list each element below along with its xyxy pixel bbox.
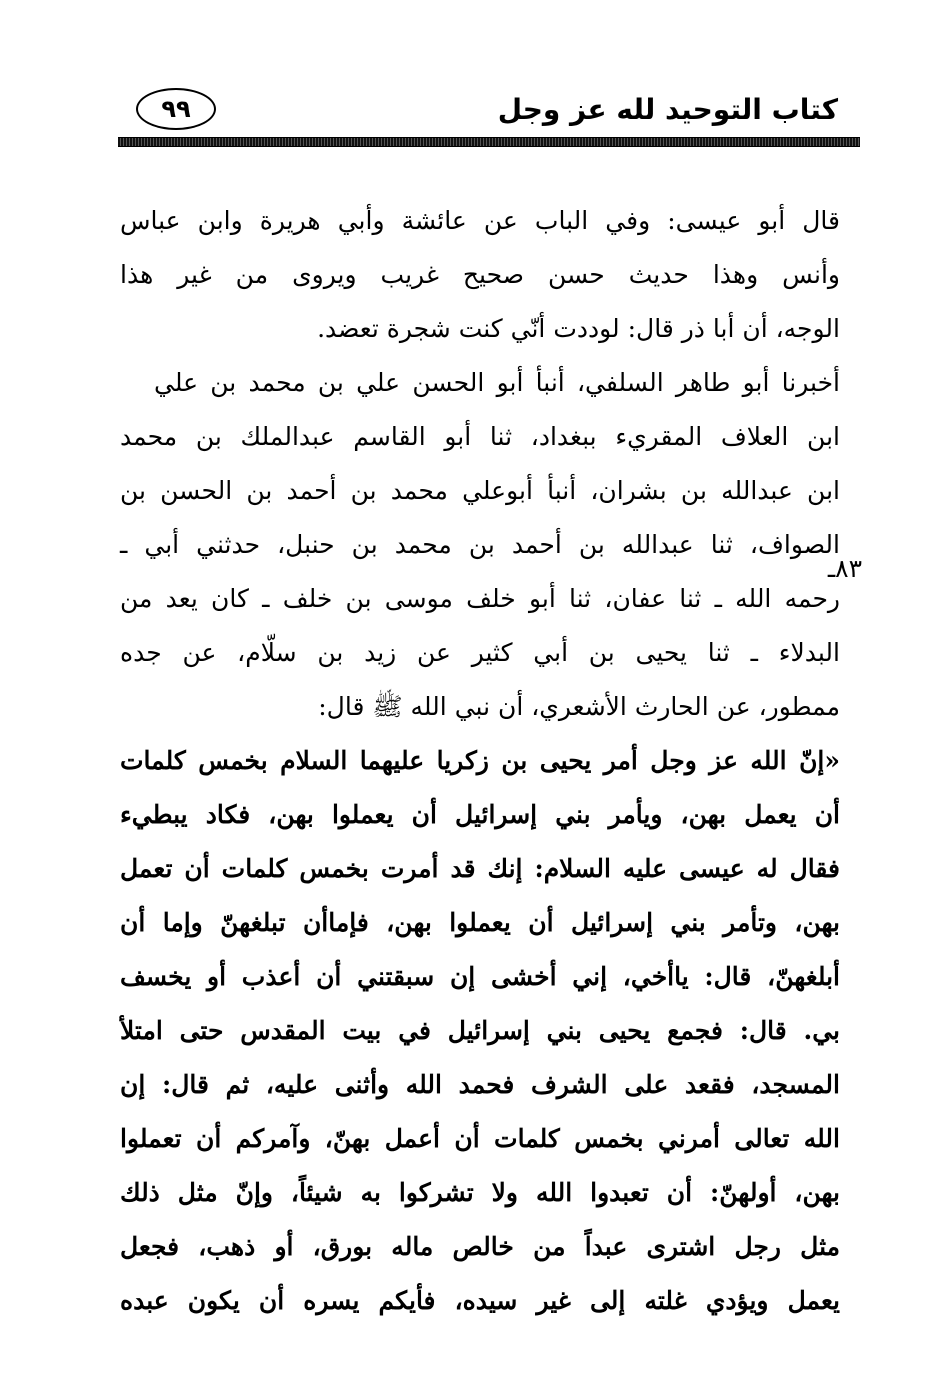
text-line: رحمه الله ـ ثنا عفان، ثنا أبو خلف موسى بن خلف ـ كان يعد من — [120, 584, 840, 613]
text-line: المسجد، فقعد على الشرف فحمد الله وأثنى عليه، ثم قال: إن — [120, 1070, 840, 1099]
text-line: ابن العلاف المقريء ببغداد، ثنا أبو القاسم عبدالملك بن محمد — [120, 422, 840, 451]
text-line: قال أبو عيسى: وفي الباب عن عائشة وأبي هريرة وابن عباس — [120, 206, 840, 235]
text-line: الوجه، أن أبا ذر قال: لوددت أنّي كنت شجرة تعضد. — [317, 314, 840, 343]
text-line: ممطور، عن الحارث الأشعري، أن نبي الله ﷺ قال: — [318, 692, 840, 721]
text-line: بهن، أولهنّ: أن تعبدوا الله ولا تشركوا به شيئاً، وإنّ مثل ذلك — [120, 1178, 840, 1207]
text-line: بي. قال: فجمع يحيى بني إسرائيل في بيت المقدس حتى امتلأ — [120, 1016, 840, 1045]
header-rule — [118, 137, 860, 147]
text-line: أن يعمل بهن، ويأمر بني إسرائيل أن يعملوا بهن، فكاد يبطيء — [120, 800, 840, 829]
text-line: أخبرنا أبو طاهر السلفي، أنبأ أبو الحسن علي بن محمد بن علي — [154, 368, 840, 397]
text-line: البدلاء ـ ثنا يحيى بن أبي كثير عن زيد بن سلّام، عن جده — [120, 638, 840, 667]
text-line: «إنّ الله عز وجل أمر يحيى بن زكريا عليهما السلام بخمس كلمات — [120, 746, 840, 775]
text-line: فقال له عيسى عليه السلام: إنك قد أمرت بخمس كلمات أن تعمل — [120, 854, 840, 883]
hadith-number: ٨٣ـ — [827, 554, 862, 583]
text-line: مثل رجل اشترى عبداً من خالص ماله بورق، أو ذهب، فجعل — [120, 1232, 840, 1261]
text-line: يعمل ويؤدي غلته إلى غير سيده، فأيكم يسره أن يكون عبده — [120, 1286, 840, 1315]
text-line: وأنس وهذا حديث حسن صحيح غريب ويروى من غير هذا — [120, 260, 840, 289]
text-line: ابن عبدالله بن بشران، أنبأ أبوعلي محمد بن أحمد بن الحسن بن — [120, 476, 840, 505]
page-number: ٩٩ — [136, 88, 216, 130]
text-line: بهن، وتأمر بني إسرائيل أن يعملوا بهن، فإماأن تبلغهنّ وإما أن — [120, 908, 840, 937]
text-line: الله تعالى أمرني بخمس كلمات أن أعمل بهنّ، وآمركم أن تعملوا — [120, 1124, 840, 1153]
running-header — [118, 84, 860, 134]
book-title: كتاب التوحيد لله عز وجل — [497, 93, 838, 126]
text-line: أبلغهنّ، قال: ياأخي، إني أخشى إن سبقتني أن أعذب أو يخسف — [120, 962, 840, 991]
text-line: الصواف، ثنا عبدالله بن أحمد بن محمد بن حنبل، حدثني أبي ـ — [120, 530, 840, 559]
